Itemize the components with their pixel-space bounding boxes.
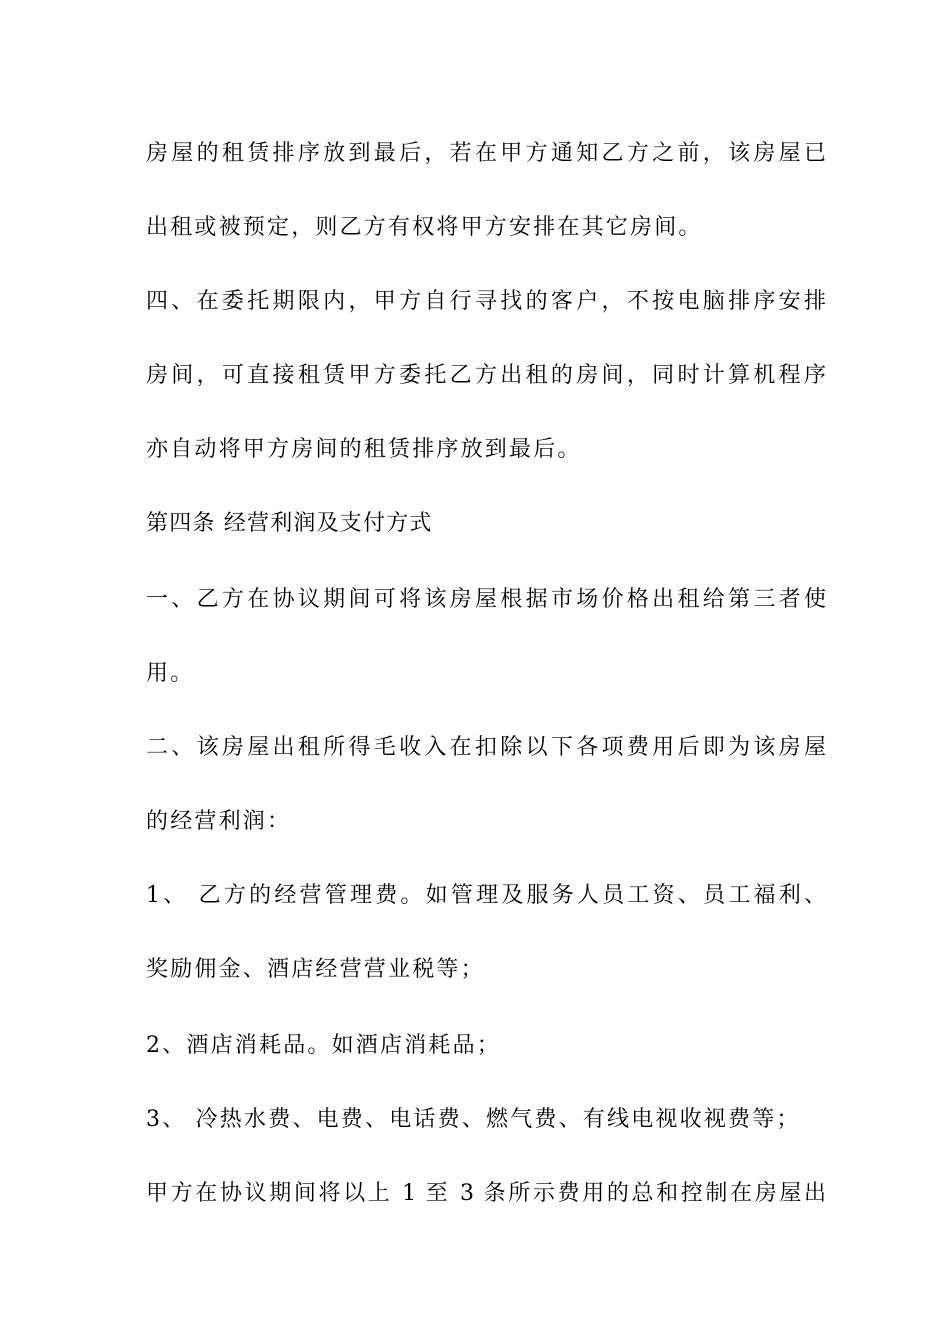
paragraph-line: 的经营利润： <box>146 809 292 834</box>
list-item-line: 2、酒店消耗品。如酒店消耗品； <box>146 1033 501 1058</box>
list-item-line: 奖励佣金、酒店经营营业税等； <box>146 957 485 982</box>
paragraph-line: 房间，可直接租赁甲方委托乙方出租的房间，同时计算机程序 <box>146 363 826 388</box>
list-item-line: 3、 冷热水费、电费、电话费、燃气费、有线电视收视费等； <box>146 1107 801 1132</box>
paragraph-line: 出租或被预定，则乙方有权将甲方安排在其它房间。 <box>146 215 703 240</box>
paragraph-line: 二、该房屋出租所得毛收入在扣除以下各项费用后即为该房屋 <box>146 735 826 760</box>
paragraph-line: 房屋的租赁排序放到最后，若在甲方通知乙方之前，该房屋已 <box>146 141 826 166</box>
list-item-line: 1、 乙方的经营管理费。如管理及服务人员工资、员工福利、 <box>146 883 826 908</box>
paragraph-line: 四、在委托期限内，甲方自行寻找的客户，不按电脑排序安排 <box>146 289 826 314</box>
paragraph-line: 一、乙方在协议期间可将该房屋根据市场价格出租给第三者使 <box>146 587 826 612</box>
section-heading: 第四条 经营利润及支付方式 <box>146 511 433 536</box>
paragraph-line: 用。 <box>146 661 195 686</box>
paragraph-line: 甲方在协议期间将以上 1 至 3 条所示费用的总和控制在房屋出 <box>146 1181 826 1206</box>
paragraph-line: 亦自动将甲方房间的租赁排序放到最后。 <box>146 437 582 462</box>
